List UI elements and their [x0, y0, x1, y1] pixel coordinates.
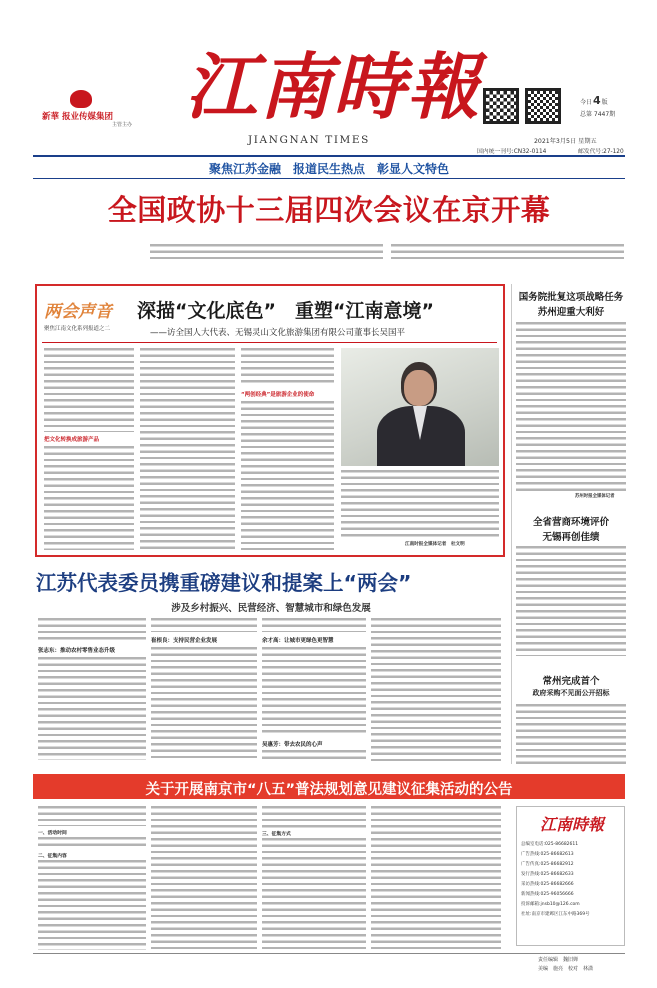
right-col-divider: [511, 284, 512, 764]
contact-row: 投诉邮箱:jnsb10@126.com: [521, 902, 580, 907]
slogan: 聚焦江苏金融 报道民生热点 彰显人文特色: [208, 162, 449, 176]
right-story1-title[interactable]: 国务院批复这项战略任务: [518, 292, 624, 303]
qr-code-icon: [525, 88, 561, 124]
notice-item1: 一、活动时间: [38, 831, 67, 836]
lead-title[interactable]: 深描“文化底色” 重塑“江南意境”: [137, 300, 434, 322]
right-story1-byline: 苏州时报全媒体记者: [575, 494, 615, 499]
today-pages: 今日4版: [580, 94, 608, 107]
right-story2-sub: 无锡再创佳绩: [542, 532, 600, 543]
right-story2-title[interactable]: 全省营商环境评价: [532, 517, 609, 528]
main-text-col4: [371, 618, 501, 762]
right-story1-sub: 苏州迎重大利好: [537, 307, 605, 318]
main-story-subtitle: 涉及乡村振兴、民营经济、智慧城市和绿色发展: [171, 603, 371, 614]
contact-box-logo: 江南時報: [540, 815, 605, 834]
group-logo-sub: 主管主办: [112, 122, 133, 128]
lead-subhead1: 把文化转换成旅游产品: [44, 437, 100, 443]
top-headline[interactable]: 全国政协十三届四次会议在京开幕: [107, 193, 551, 227]
contact-row: 社址:南京市建邺区江东中路369号: [521, 912, 590, 917]
right-story3-text: [516, 704, 626, 764]
main-subhead4: 吴惠芳：带去农民的心声: [262, 742, 323, 748]
notice-item2: 二、征集内容: [38, 854, 67, 859]
right-story3-sub: 政府采购不见面公开招标: [532, 689, 610, 697]
contact-list: [521, 840, 623, 920]
notice-text-col3b: [262, 838, 366, 950]
contact-row: 广告传真:025-86682912: [521, 862, 574, 867]
lead-text-col3b: [241, 401, 334, 550]
footer-editor: 责任编辑 魏旧婵: [538, 957, 579, 963]
group-logo-text: 新華 报业传媒集团: [42, 112, 113, 122]
issue-date: 2021年3月5日 星期五: [534, 138, 597, 145]
main-text-col2: [151, 618, 257, 632]
newspaper-title: 江南時報: [185, 44, 482, 129]
slogan-rule: [33, 178, 625, 179]
footer-credits: 美编 施亮 校对 林潇: [538, 966, 594, 972]
lead-text-col4: [341, 470, 499, 538]
lead-subtitle: ——访全国人大代表、无锡灵山文化旅游集团有限公司董事长吴国平: [150, 328, 406, 338]
issue-number: 总第 7447期: [580, 111, 616, 118]
lead-text-col3: [241, 348, 334, 386]
masthead-rule: [33, 155, 625, 157]
footer-rule: [33, 953, 625, 954]
contact-row: 采访热线:025-86682666: [521, 882, 574, 887]
lead-rule: [42, 342, 497, 343]
right-story3-title[interactable]: 常州完成首个: [542, 676, 600, 687]
main-text-col3: [262, 618, 366, 632]
contact-row: 总编室电话:025-86682611: [521, 842, 579, 847]
main-subhead2: 崔根良：支持民营企业发展: [151, 638, 218, 644]
right-story1-text: [516, 322, 626, 492]
contact-row: 新闻热线:025-96056666: [521, 892, 574, 897]
notice-text-col2: [151, 806, 257, 950]
lead-text-col1: [44, 348, 134, 432]
main-subhead1: 张志东：推动农村零售业态升级: [38, 648, 116, 654]
contact-row: 发行热线:025-86682633: [521, 872, 574, 877]
main-text-col3b: [262, 647, 366, 734]
notice-text-col1c: [38, 860, 146, 950]
lead-text-col2: [140, 348, 235, 550]
notice-title[interactable]: 关于开展南京市“八五”普法规划意见建议征集活动的公告: [145, 782, 513, 798]
newspaper-title-en: JIANGNAN TIMES: [248, 134, 370, 146]
notice-text-col1: [38, 806, 146, 826]
headline-summary: [150, 244, 624, 268]
main-text-col1: [38, 618, 146, 642]
lead-subhead2: “两创经典”是旅游企业的使命: [241, 392, 315, 398]
main-subhead3: 余才高：让城市更绿色更智慧: [262, 638, 334, 644]
contact-row: 广告热线:025-86682613: [521, 852, 574, 857]
notice-text-col4: [371, 806, 501, 950]
main-text-col2b: [151, 647, 257, 760]
main-story-title[interactable]: 江苏代表委员携重磅建议和提案上“两会”: [36, 571, 412, 595]
main-text-col1b: [38, 657, 146, 760]
notice-item3: 三、征集方式: [262, 832, 291, 837]
post-code: 邮发代号:27-120: [578, 149, 624, 155]
right-story2-text: [516, 546, 626, 656]
main-text-col3c: [262, 750, 366, 762]
cn-code: 国内统一刊号:CN32-0114: [477, 149, 547, 155]
lead-photo: [341, 348, 499, 466]
lead-label: 两会声音: [44, 302, 112, 322]
notice-text-col1b: [38, 837, 146, 849]
lead-column: 聚焦江南文化系列报道之二: [44, 326, 111, 332]
qr-code-icon: [483, 88, 519, 124]
notice-text-col3: [262, 806, 366, 828]
group-logo: [40, 90, 140, 128]
lead-text-col1b: [44, 446, 134, 550]
lead-byline: 江南时报全媒体记者 杜文明: [405, 542, 465, 547]
group-logo-icon: [70, 90, 92, 108]
